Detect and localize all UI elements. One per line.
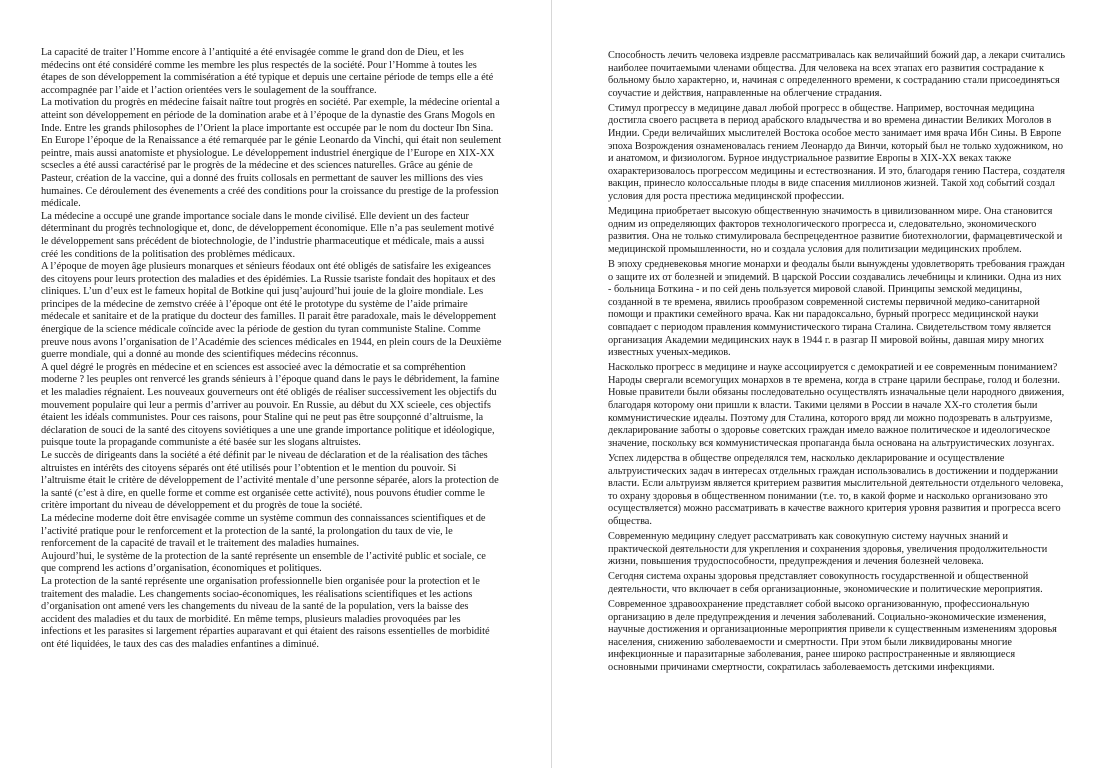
paragraph: La médecine moderne doit être envisagée comme un système commun des connaissances scientifiques et de l’activité pratique pour le renforcement et la protection de la santé, la prolongation du taux de vie, le renforcement de la capacité de travail et le traitement des maladies humaines.	[41, 512, 486, 550]
paragraph: Стимул прогрессу в медицине давал любой прогресс в обществе. Например, восточная медицина достигла своего расцвета в период арабского владычества и во времена династии Великих Моголов в Индии. Среди величайших мыслителей Востока особое место занимает имя врача Ибн Сины. В Европе эпоха Возрождения ознаменовалась гением Леонардо да Винчи, который был не только художником, но и анатомом, и физиологом. Бурное индустриальное развитие Европы в XIX-XX веках также охарактеризовалось прогрессом медицины и естествознания. И это, благодаря гению Пастера, создателя вакцин, принесло колоссальные плоды в виде спасения миллионов жизней. Такой ход событий создал условия для роста престижа медицинской профессии.	[608, 102, 1065, 203]
paragraph: A l’époque de moyen âge plusieurs monarques et sénieurs féodaux ont été obligés de satisfaire les exigeances des citoyens pour leurs protection des maladies et des épidémies. La Russie tsariste fondait des hopitaux et des cliniques. L’un d’eux est le fameux hopital de Botkine qui jusq’aujourd’hui jouie de la gloire mondiale. Les principes de la médecine de zemstvo créée à l’époque ont été le prototype du système de l’aide primaire médecale et sanitaire et de la pratique du docteur des familles. Il parait être paradoxale, mais le développement énergique de la science médicale coïncide avec la période de gestion du tyran communiste Staline. Comme preuve nous avons l’organisation de l’Académie des sciences médicales en 1944, en plein cours de la Deuxième guerre mondiale, qui a donné au monde des scientifiques médecins réconnus.	[41, 261, 502, 361]
paragraph: Способность лечить человека издревле рассматривалась как величайший божий дар, а лекари считались наиболее почитаемыми членами общества. Для человека на всех этапах его развития сострадание к больному было характерно, и, начиная с определенного времени, к состраданию стали присоединяться соучастие и действия, направленные на облегчение страдания.	[608, 50, 1066, 99]
russian-page	[555, 0, 1117, 768]
paragraph: La capacité de traiter l’Homme encore à l’antiquité a été envisagée comme le grand don de Dieu, et les médecins ont été considéré comme les membre les plus respectés de la société. Pour l’Homme à toutes les étapes de son développement la commisération a été typique et depuis une certaine période de temps elle a été accompagnée par l’aide et l’action orientées vers le soulagement de la souffrance.	[41, 47, 494, 96]
french-page	[0, 0, 548, 768]
french-text-block	[41, 47, 503, 652]
paragraph: La protection de la santé représente une organisation professionnelle bien organisée pour la protection et le traitement des maladie. Les changements sociao-économiques, les réalisations scientifiques et les actions d’organisation ont amené vers les changements du niveau de la santé de la population, vers la baisse des accident des maladies et du taux de morbidité. En même temps, plusieurs maladies provoquées par les infections et les parasites si largement réparties auparavant et qui étaient des raisons essentielles de morbidité ont été liquidées, le taux des cas des maladies enfantines a diminué.	[41, 575, 490, 650]
paragraph: A quel dégré le progrès en médecine et en sciences est associeé avec la démocratie et sa compréhention moderne ? les peuples ont renvercé les grands sénieurs à l’époque quand dans le pays le débridement, la famine et les maladies régnaient. Les nouveaux gouverneurs ont été obligés de réaliser successivement les objectifs du mouvement populaire qui leur a permis d’arriver au pouvoir. En Russie, au début du XX scieele, ces objectifs étaient les idéals communistes. Pour ces raisons, pour Staline qui ne peut pas être soupçonné d’altruisme, la déclaration de souci de la santé des citoyens soviétiques a une une grande importance politique et idéologique, puisque toute la propagande communiste a été basée sur les slogans altruistes.	[41, 361, 500, 449]
paragraph: В эпоху средневековья многие монархи и феодалы были вынуждены удовлетворять требования граждан о защите их от болезней и эпидемий. В царской России создавались лечебницы и клиники. Одна из них - больница Боткина - и по сей день пользуется мировой славой. Принципы земской медицины, созданной в те времена, явились прообразом современной системы первичной медико-санитарной помощи и практики семейного врача. Как ни парадоксально, бурный прогресс медицинской науки совпадает с периодом правления коммунистического тирана Сталина. Свидетельством тому является организация Академии медицинских наук в 1944 г. в разгар II мировой войны, давшая миру многих известных ученых-медиков.	[608, 259, 1065, 359]
paragraph: Современное здравоохранение представляет собой высоко организованную, профессиональную организацию в деле предупреждения и лечения заболеваний. Социально-экономические изменения, научные достижения и организационные мероприятия привели к существенным изменениям здоровья населения, снижению заболеваемости и смертности. При этом были ликвидированы многие инфекционные и паразитарные заболевания, ранее широко распространенные и являющиеся основными причинами смертности, сократилась заболеваемость детскими инфекциями.	[608, 598, 1057, 673]
paragraph: Медицина приобретает высокую общественную значимость в цивилизованном мире. Она становится одним из определяющих факторов технологического прогресса и, следовательно, экономического развития. Она не только стимулировала беспрецедентное развитие биотехнологии, фармацевтической и медицинской промышленности, но и создала условия для политизации медицинских проблем.	[608, 206, 1063, 255]
paragraph: Le succès de dirigeants dans la société a été définit par le niveau de déclaration et de la réalisation des tâches altruistes en intérêts des citoyens séparés ont été utilisés pour l’obtention et le mention du pouvoir. Si l’altruisme était le critère de développement de l’activité mentale d’une personne séparée, alors la protection de la santé (c’est à dire, en quelle forme et comme est organisée cette activité), nous pouvons étudier comme le critère important du niveau de développement et du progrès de toue la société.	[41, 450, 499, 512]
paragraph: Aujourd’hui, le système de la protection de la santé représente un ensemble de l’activité public et sociale, ce que comprend les actions d’organisation, économiques et politiques.	[41, 550, 486, 575]
paragraph: Современную медицину следует рассматривать как совокупную систему научных знаний и практической деятельности для укрепления и сохранения здоровья, увеличения продолжительности жизни, повышения трудоспособности, предупреждения и лечения болезней человека.	[608, 530, 1048, 568]
paragraph: Успех лидерства в обществе определялся тем, насколько декларирование и осуществление альтруистических задач в интересах отдельных граждан использовались в достижении и поддержании власти. Если альтруизм является критерием развития мыслительной деятельности отдельного человека, то охрану здоровья в общественном понимании (т.е. то, в какой форме и насколько организовано это осуществляется) можно рассматривать в качестве важного критерия уровня развития и прогресса всего общества.	[608, 452, 1064, 527]
paragraph: Сегодня система охраны здоровья представляет совокупность государственной и общественной деятельности, что включает в себя организационные, экономические и политические мероприятия.	[608, 571, 1043, 595]
page-divider	[551, 0, 552, 768]
paragraph: Насколько прогресс в медицине и науке ассоциируется с демократией и ее современным пониманием? Народы свергали всемогущих монархов в те времена, когда в стране царили беспраье, голод и болезни. Новые правители были обязаны последовательно осуществлять изначальные цели народного движения, благодаря которому они пришли к власти. Такими целями в России в начале XX-го столетия были коммунистические идеалы. Поэтому для Сталина, которого вряд ли можно подозревать в альтруизме, декларирование заботы о здоровье советских граждан имело важное политическое и идеологическое значение, поскольку вся коммунистическая пропаганда была основана на альтруистических лозунгах.	[608, 362, 1065, 449]
paragraph: La motivation du progrès en médecine faisait naître tout progrès en société. Par exemple, la médecine oriental a atteint son développement en période de la domination arabe et à l’époque de la dynastie des Grans Mogols en Inde. Entre les grands philosophes de l’Orient la place importante est occupée par le nom du docteur Ibn Sina. En Europe l’époque de la Renaissance a été remarquée par le génie Leonardo da Vinchi, qui était non seulement peintre, mais aussi anatomiste et physiologue. Le développement industriel énergique de l’Europe en XIX-XX scsecles a été aussi caractérisé par le progrès de la médecine et des sciences naturelles. Grâce au génie de Pasteur, création de la vaccine, qui a donné des fruits collosals en permettant de sauver les millions des vies humaines. Ce déroulement des évenements a créé des conditions pour la croissance du prestige de la profession médicale.	[41, 97, 502, 210]
paragraph: La médecine a occupé une grande importance sociale dans le monde civilisé. Elle devient un des facteur déterminant du progrès technologique et, donc, de développement économique. Elle n’a pas seulement motivé le développement sans précédent de biotechnologie, de l’industrie pharmaceutique et médicale, mais a aussi créé les conditions de la politisation des problèmes médicaux.	[41, 210, 494, 260]
russian-text-block	[608, 50, 1066, 677]
